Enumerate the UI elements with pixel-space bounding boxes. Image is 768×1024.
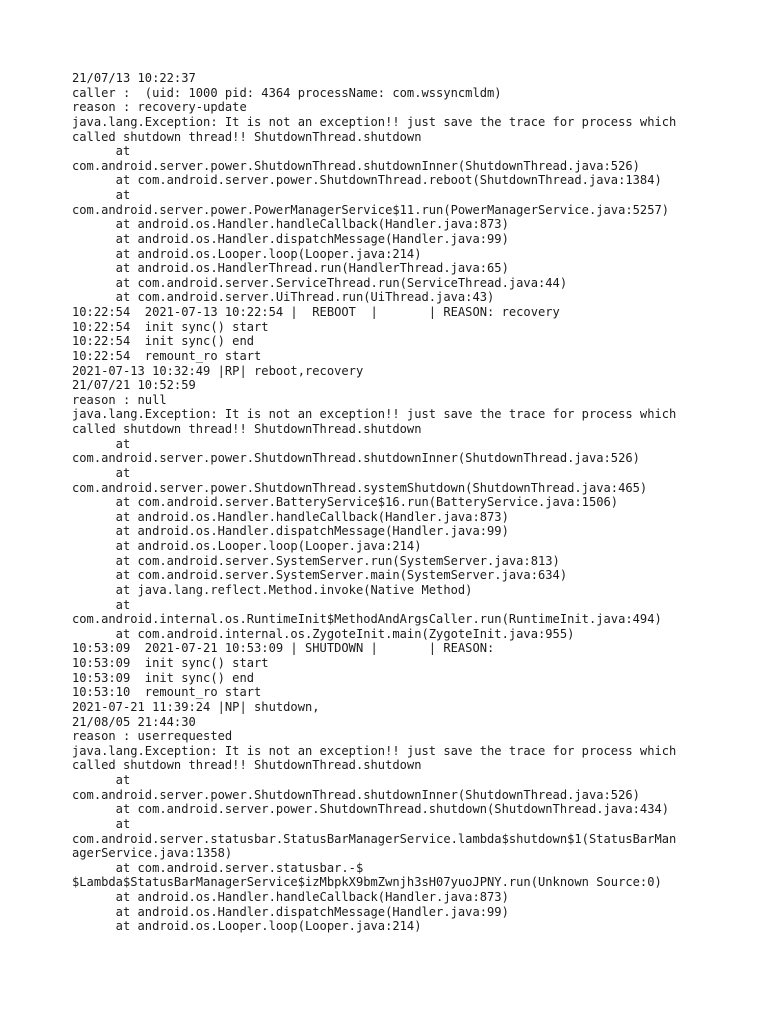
log-line: com.android.server.power.ShutdownThread.shutdownInner(ShutdownThread.java:526): [72, 451, 640, 466]
log-line: called shutdown thread!! ShutdownThread.shutdown: [72, 758, 422, 773]
log-line: at android.os.Handler.dispatchMessage(Handler.java:99): [72, 904, 509, 919]
log-line: at android.os.Handler.handleCallback(Handler.java:873): [72, 509, 509, 524]
log-line: java.lang.Exception: It is not an exception!! just save the trace for process which: [72, 114, 677, 129]
log-line: at com.android.server.BatteryService$16.run(BatteryService.java:1506): [72, 495, 619, 510]
log-line: 10:53:09 init sync() start: [72, 656, 269, 670]
log-line: at java.lang.reflect.Method.invoke(Native Method): [72, 582, 473, 597]
log-line: com.android.server.power.PowerManagerService$11.run(PowerManagerService.java:5257): [72, 202, 670, 217]
log-line: at: [72, 436, 131, 451]
log-line: at com.android.server.SystemServer.main(SystemServer.java:634): [72, 568, 568, 583]
log-line: at com.android.server.SystemServer.run(SystemServer.java:813): [72, 553, 560, 568]
log-line: 21/07/13 10:22:37: [72, 71, 196, 85]
log-document: [72, 71, 752, 934]
log-line: at: [72, 144, 131, 159]
log-line: 10:53:10 remount_ro start: [72, 685, 262, 700]
log-line: 21/07/21 10:52:59: [72, 378, 196, 393]
log-line: caller : (uid: 1000 pid: 4364 processName: com.wssyncmldm): [72, 85, 502, 100]
log-line: at com.android.server.ServiceThread.run(ServiceThread.java:44): [72, 275, 568, 290]
log-line: 10:53:09 init sync() end: [72, 670, 255, 685]
log-line: com.android.server.power.ShutdownThread.shutdownInner(ShutdownThread.java:526): [72, 787, 640, 802]
log-line: 10:22:54 remount_ro start: [72, 348, 262, 363]
log-line: reason : recovery-update: [72, 100, 247, 115]
log-line: com.android.server.power.ShutdownThread.shutdownInner(ShutdownThread.java:526): [72, 158, 640, 173]
log-line: com.android.server.statusbar.StatusBarManagerService.lambda$shutdown$1(StatusBarMan: [72, 831, 677, 846]
log-line: at: [72, 465, 131, 480]
log-line: 2021-07-13 10:32:49 |RP| reboot,recovery: [72, 363, 364, 378]
log-line: called shutdown thread!! ShutdownThread.shutdown: [72, 129, 422, 144]
log-line: 21/08/05 21:44:30: [72, 714, 196, 729]
log-line: agerService.java:1358): [72, 846, 233, 861]
log-line: java.lang.Exception: It is not an exception!! just save the trace for process which: [72, 407, 677, 422]
log-line: at com.android.server.statusbar.-$: [72, 860, 364, 875]
log-line: at: [72, 773, 131, 787]
log-line: 10:22:54 init sync() start: [72, 319, 269, 334]
log-line: com.android.server.power.ShutdownThread.systemShutdown(ShutdownThread.java:465): [72, 480, 648, 495]
log-line: at: [72, 816, 131, 831]
log-line: at android.os.Looper.loop(Looper.java:214): [72, 246, 422, 261]
log-line: at android.os.Handler.handleCallback(Handler.java:873): [72, 217, 509, 232]
log-line: at android.os.Handler.handleCallback(Handler.java:873): [72, 890, 509, 904]
log-line: at: [72, 188, 131, 202]
log-line: at android.os.Looper.loop(Looper.java:214): [72, 539, 422, 553]
log-line: reason : null: [72, 392, 167, 407]
log-line: at android.os.Handler.dispatchMessage(Handler.java:99): [72, 231, 509, 246]
log-line: 10:22:54 2021-07-13 10:22:54 | REBOOT | | REASON: recovery: [72, 305, 560, 319]
log-line: java.lang.Exception: It is not an exception!! just save the trace for process which: [72, 743, 677, 758]
log-line: at com.android.server.power.ShutdownThread.shutdown(ShutdownThread.java:434): [72, 802, 670, 817]
log-line: $Lambda$StatusBarManagerService$izMbpkX9bmZwnjh3sH07yuoJPNY.run(Unknown Source:0): [72, 875, 662, 890]
log-line: at android.os.Looper.loop(Looper.java:214): [72, 919, 422, 934]
log-line: at: [72, 597, 131, 612]
log-line: at com.android.internal.os.ZygoteInit.main(ZygoteInit.java:955): [72, 626, 575, 641]
log-line: at com.android.server.power.ShutdownThread.reboot(ShutdownThread.java:1384): [72, 173, 662, 188]
log-line: com.android.internal.os.RuntimeInit$MethodAndArgsCaller.run(RuntimeInit.java:494): [72, 612, 662, 627]
log-line: at android.os.Handler.dispatchMessage(Handler.java:99): [72, 524, 509, 539]
log-line: 10:22:54 init sync() end: [72, 334, 255, 349]
log-line: at android.os.HandlerThread.run(HandlerThread.java:65): [72, 261, 509, 276]
log-line: at com.android.server.UiThread.run(UiThread.java:43): [72, 290, 495, 305]
log-line: called shutdown thread!! ShutdownThread.shutdown: [72, 422, 422, 436]
log-line: 10:53:09 2021-07-21 10:53:09 | SHUTDOWN | | REASON:: [72, 641, 495, 656]
log-line: reason : userrequested: [72, 729, 233, 744]
log-line: 2021-07-21 11:39:24 |NP| shutdown,: [72, 699, 320, 714]
